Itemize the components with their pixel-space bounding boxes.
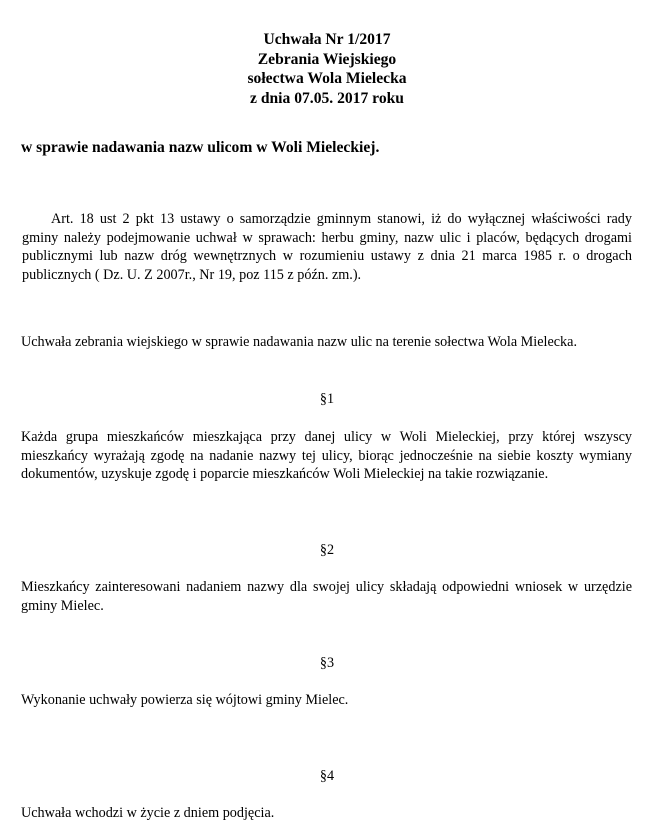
section-text-3: Wykonanie uchwały powierza się wójtowi gminy Mielec. — [21, 692, 349, 708]
resolution-body: Zebrania Wiejskiego — [257, 50, 397, 68]
resolution-subject: w sprawie nadawania nazw ulicom w Woli Mieleckiej. — [21, 139, 380, 156]
section-text-1: Każda grupa mieszkańców mieszkająca przy danej ulicy w Woli Mieleckiej, przy której wszyscy mieszkańcy wyrażają zgodę na nadanie nazwy tej ulicy, biorąc jednocześnie na siebie koszty wymiany dokumentów, uzyskuje zgodę i poparcie mieszkańców Woli Mieleckiej na takie rozwiązanie. — [21, 429, 632, 483]
section-heading-2: §2 — [319, 542, 335, 558]
resolution-header — [0, 30, 654, 108]
section-heading-1: §1 — [319, 391, 335, 407]
section-heading-3: §3 — [319, 655, 335, 671]
section-heading-4: §4 — [319, 768, 335, 784]
resolution-date: z dnia 07.05. 2017 roku — [250, 89, 404, 107]
legal-basis-paragraph: Art. 18 ust 2 pkt 13 ustawy o samorządzie gminnym stanowi, iż do wyłącznej właściwości rady gminy należy podejmowanie uchwał w sprawach: herbu gminy, nazw ulic i placów, będących drogami publicznymi lub nazw dróg wewnętrznych w rozumieniu ustawy z dnia 21 marca 1985 r. o drogach publicznych ( Dz. U. Z 2007r., Nr 19, poz 115 z późn. zm.). — [22, 211, 632, 283]
intro-paragraph: Uchwała zebrania wiejskiego w sprawie nadawania nazw ulic na terenie sołectwa Wola Mielecka. — [21, 334, 577, 350]
resolution-village: sołectwa Wola Mielecka — [247, 70, 407, 88]
resolution-number: Uchwała Nr 1/2017 — [263, 31, 391, 48]
section-text-2: Mieszkańcy zainteresowani nadaniem nazwy dla swojej ulicy składają odpowiedni wniosek w urzędzie gminy Mielec. — [21, 579, 632, 614]
section-text-4: Uchwała wchodzi w życie z dniem podjęcia. — [21, 805, 275, 821]
